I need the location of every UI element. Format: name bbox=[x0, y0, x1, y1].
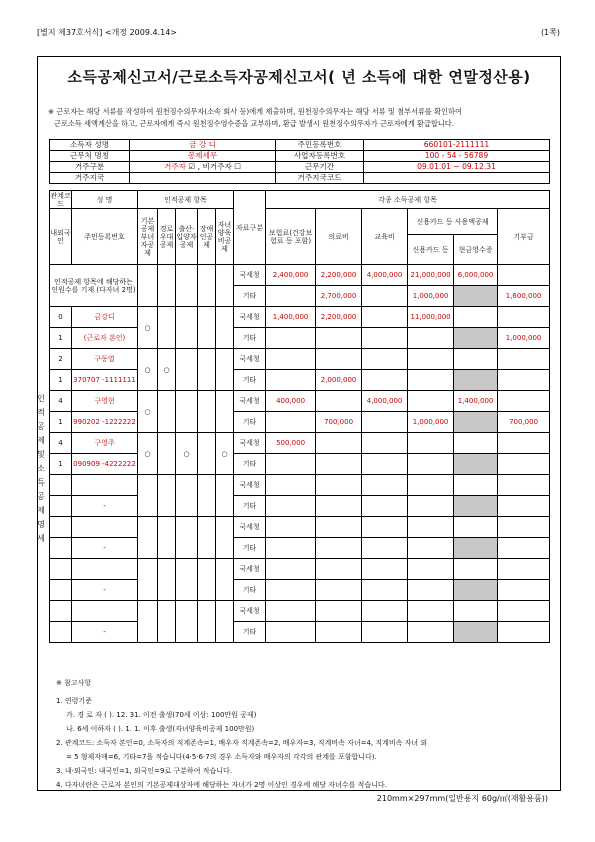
personal-mark[interactable] bbox=[216, 475, 234, 517]
amount-cell[interactable]: 11,000,000 bbox=[408, 307, 454, 328]
personal-mark[interactable] bbox=[158, 559, 176, 601]
personal-mark[interactable] bbox=[198, 307, 216, 349]
source-other: 기타 bbox=[234, 412, 266, 433]
personal-mark[interactable] bbox=[176, 601, 198, 643]
amount-cell[interactable]: 2,000,000 bbox=[316, 370, 362, 391]
amount-cell[interactable] bbox=[316, 433, 362, 454]
amount-cell[interactable] bbox=[454, 349, 498, 370]
amount-cell[interactable] bbox=[316, 517, 362, 538]
source-other: 기타 bbox=[234, 286, 266, 307]
amount-cell[interactable] bbox=[498, 496, 550, 517]
amount-cell[interactable] bbox=[408, 391, 454, 412]
amount-cell[interactable] bbox=[316, 328, 362, 349]
personal-mark[interactable] bbox=[138, 475, 158, 517]
source-other: 기타 bbox=[234, 454, 266, 475]
personal-mark[interactable]: ○ bbox=[216, 433, 234, 475]
taxpayer-info-table bbox=[49, 139, 550, 184]
notice-line: ※ 근로자는 해당 서류를 작성하여 원천징수의무자(소속 회사 등)에게 제출하며, 원천징수의무자는 해당 서류 및 첨부서류를 확인하여 bbox=[48, 107, 462, 116]
personal-mark[interactable] bbox=[176, 307, 198, 349]
foreign-code: 1 bbox=[50, 412, 72, 433]
amount-cell[interactable] bbox=[266, 622, 316, 643]
personal-mark[interactable] bbox=[176, 475, 198, 517]
amount-cell[interactable] bbox=[498, 307, 550, 328]
amount-cell[interactable] bbox=[408, 496, 454, 517]
form-title: 소득공제신고서/근로소득자공제신고서( 년 소득에 대한 연말정산용) bbox=[67, 68, 531, 86]
header-education: 교육비 bbox=[362, 209, 408, 265]
personal-mark[interactable] bbox=[138, 559, 158, 601]
header-personal-deduction: 인적공제 항목 bbox=[138, 191, 234, 209]
person-rrn: - bbox=[72, 622, 138, 643]
amount-cell[interactable] bbox=[362, 286, 408, 307]
header-card: 신용카드 등 사용액공제 bbox=[408, 209, 498, 235]
form-number: [별지 제37호서식] <개정 2009.4.14> bbox=[37, 28, 177, 37]
foreign-code bbox=[50, 580, 72, 601]
relation-code: 2 bbox=[50, 349, 72, 370]
amount-cell[interactable] bbox=[454, 517, 498, 538]
amount-cell[interactable]: 1,000,000 bbox=[498, 328, 550, 349]
amount-cell[interactable]: 1,000,000 bbox=[408, 412, 454, 433]
amount-cell[interactable] bbox=[408, 433, 454, 454]
source-other: 기타 bbox=[234, 496, 266, 517]
amount-cell[interactable] bbox=[454, 580, 498, 601]
country-code-label: 거주지국코드 bbox=[276, 173, 364, 184]
personal-mark[interactable] bbox=[176, 349, 198, 391]
person-name: 구영현 bbox=[72, 391, 138, 412]
amount-cell[interactable] bbox=[408, 538, 454, 559]
company-label: 근무처 명칭 bbox=[50, 151, 130, 162]
source-nts: 국세청 bbox=[234, 265, 266, 286]
personal-mark[interactable]: ○ bbox=[138, 307, 158, 349]
amount-cell[interactable] bbox=[498, 433, 550, 454]
personal-count bbox=[158, 265, 176, 307]
amount-cell[interactable] bbox=[362, 517, 408, 538]
amount-cell[interactable] bbox=[316, 601, 362, 622]
amount-cell[interactable] bbox=[408, 475, 454, 496]
foreign-code: 1 bbox=[50, 454, 72, 475]
header-donation: 기부금 bbox=[498, 209, 550, 265]
amount-cell[interactable] bbox=[266, 496, 316, 517]
source-other: 기타 bbox=[234, 538, 266, 559]
header-disabled: 장애인공제 bbox=[198, 209, 216, 265]
relation-code bbox=[50, 517, 72, 538]
amount-cell[interactable] bbox=[498, 349, 550, 370]
amount-cell[interactable] bbox=[454, 307, 498, 328]
header-birth: 출산·입양자공제 bbox=[176, 209, 198, 265]
source-nts: 국세청 bbox=[234, 601, 266, 622]
personal-mark[interactable] bbox=[138, 517, 158, 559]
header-rrn: 주민등록번호 bbox=[72, 209, 138, 265]
note-line: = 5 형제자매=6, 기타=7을 적습니다(4·5·6·7의 경우 소득자와 배우자의 각각의 관계를 포함합니다). bbox=[66, 753, 377, 761]
relation-code bbox=[50, 475, 72, 496]
personal-mark[interactable]: ○ bbox=[138, 349, 158, 391]
personal-mark[interactable] bbox=[216, 349, 234, 391]
amount-cell[interactable]: 1,000,000 bbox=[408, 286, 454, 307]
personal-mark[interactable] bbox=[138, 601, 158, 643]
relation-code: 4 bbox=[50, 433, 72, 454]
resident-checkbox[interactable]: ☑ bbox=[188, 162, 196, 171]
name-value: 금 강 디 bbox=[130, 140, 276, 151]
amount-cell[interactable] bbox=[316, 391, 362, 412]
personal-mark[interactable] bbox=[216, 559, 234, 601]
note-line: 2. 관계코드: 소득자 본인=0, 소득자의 직계존속=1, 배우자 직계존속=2, 배우자=3, 직계비속 자녀=4, 직계비속 자녀 외 bbox=[56, 739, 428, 747]
personal-mark[interactable] bbox=[158, 601, 176, 643]
amount-cell[interactable] bbox=[454, 433, 498, 454]
amount-cell[interactable] bbox=[266, 475, 316, 496]
amount-cell[interactable]: 2,700,000 bbox=[316, 286, 362, 307]
amount-cell[interactable] bbox=[316, 475, 362, 496]
notice-line: 근로소득 세액계산을 하고, 근로자에게 즉시 원천징수영수증을 교부하며, 환급 발생시 원천징수의무자가 근로자에게 환급합니다. bbox=[54, 119, 454, 128]
personal-mark[interactable] bbox=[198, 433, 216, 475]
side-label: 인적공제 및 소득공제 명세 bbox=[37, 394, 45, 543]
amount-cell[interactable] bbox=[408, 622, 454, 643]
amount-cell[interactable]: 1,400,000 bbox=[266, 307, 316, 328]
amount-cell[interactable] bbox=[454, 412, 498, 433]
person-name bbox=[72, 517, 138, 538]
company-value: 봉제세무 bbox=[130, 151, 276, 162]
amount-cell[interactable] bbox=[498, 559, 550, 580]
note-line: 1. 연령기준 bbox=[56, 697, 92, 705]
note-line: 3. 내·외국인: 내국인=1, 외국인=9로 구분하여 적습니다. bbox=[56, 767, 232, 775]
amount-cell[interactable] bbox=[266, 370, 316, 391]
source-nts: 국세청 bbox=[234, 475, 266, 496]
header-relation-code: 관계코드 bbox=[50, 191, 71, 208]
amount-cell[interactable]: 1,400,000 bbox=[454, 391, 498, 412]
residency-label: 거주구분 bbox=[50, 162, 130, 173]
personal-count bbox=[216, 265, 234, 307]
header-senior: 경로우대공제 bbox=[158, 209, 176, 265]
foreign-code: 1 bbox=[50, 370, 72, 391]
source-nts: 국세청 bbox=[234, 559, 266, 580]
header-insurance: 보험료(건강보험료 등 포함) bbox=[266, 209, 316, 265]
bizno-value: 100 - 54 - 56789 bbox=[364, 151, 550, 162]
source-nts: 국세청 bbox=[234, 517, 266, 538]
amount-cell[interactable] bbox=[362, 328, 408, 349]
header-name: 성 명 bbox=[72, 191, 138, 209]
amount-cell[interactable] bbox=[498, 475, 550, 496]
amount-cell[interactable] bbox=[454, 328, 498, 349]
personal-mark[interactable] bbox=[158, 391, 176, 433]
personal-mark[interactable] bbox=[198, 349, 216, 391]
personal-mark[interactable] bbox=[216, 601, 234, 643]
person-rrn: (근로자 본인) bbox=[72, 328, 138, 349]
header-child: 자녀양육비공제 bbox=[216, 209, 234, 265]
header-credit-card: 신용카드 등 bbox=[408, 235, 454, 265]
personal-mark[interactable]: ○ bbox=[138, 433, 158, 475]
amount-cell[interactable] bbox=[266, 454, 316, 475]
amount-cell[interactable]: 21,000,000 bbox=[408, 265, 454, 286]
amount-cell[interactable]: 2,200,000 bbox=[316, 307, 362, 328]
resident-option: 거주자 bbox=[163, 162, 186, 171]
deduction-table bbox=[49, 190, 550, 643]
amount-cell[interactable] bbox=[362, 559, 408, 580]
amount-cell[interactable] bbox=[408, 328, 454, 349]
relation-code bbox=[50, 601, 72, 622]
rrn-label: 주민등록번호 bbox=[276, 140, 364, 151]
amount-cell[interactable]: 6,000,000 bbox=[454, 265, 498, 286]
amount-cell[interactable] bbox=[498, 622, 550, 643]
country-code-value[interactable] bbox=[364, 173, 550, 184]
person-name bbox=[72, 601, 138, 622]
person-name: 구동열 bbox=[72, 349, 138, 370]
source-other: 기타 bbox=[234, 370, 266, 391]
relation-code: 4 bbox=[50, 391, 72, 412]
amount-cell[interactable] bbox=[498, 538, 550, 559]
personal-mark[interactable]: ○ bbox=[176, 433, 198, 475]
amount-cell[interactable] bbox=[266, 412, 316, 433]
amount-cell[interactable] bbox=[362, 370, 408, 391]
header-income-deduction: 각종 소득공제 항목 bbox=[266, 191, 550, 209]
amount-cell[interactable] bbox=[498, 391, 550, 412]
amount-cell[interactable] bbox=[316, 496, 362, 517]
relation-code: 0 bbox=[50, 307, 72, 328]
personal-mark[interactable] bbox=[216, 391, 234, 433]
personal-mark[interactable] bbox=[198, 475, 216, 517]
personal-mark[interactable] bbox=[198, 559, 216, 601]
amount-cell[interactable] bbox=[362, 454, 408, 475]
amount-cell[interactable] bbox=[362, 349, 408, 370]
rrn-value: 660101-2111111 bbox=[364, 140, 550, 151]
personal-mark[interactable] bbox=[176, 391, 198, 433]
header-data-source: 자료구분 bbox=[234, 191, 266, 265]
amount-cell[interactable] bbox=[362, 433, 408, 454]
amount-cell[interactable] bbox=[266, 538, 316, 559]
person-name: 금강디 bbox=[72, 307, 138, 328]
country-label: 거주지국 bbox=[50, 173, 130, 184]
person-rrn: - bbox=[72, 538, 138, 559]
person-name bbox=[72, 475, 138, 496]
amount-cell[interactable] bbox=[362, 580, 408, 601]
person-rrn: 990202 -1222222 bbox=[72, 412, 138, 433]
amount-cell[interactable] bbox=[362, 475, 408, 496]
personal-mark[interactable] bbox=[158, 433, 176, 475]
amount-cell[interactable] bbox=[454, 622, 498, 643]
amount-cell[interactable] bbox=[266, 559, 316, 580]
amount-cell[interactable] bbox=[266, 328, 316, 349]
nonresident-checkbox[interactable]: ☐ bbox=[234, 162, 242, 171]
amount-cell[interactable] bbox=[266, 580, 316, 601]
amount-cell[interactable] bbox=[316, 559, 362, 580]
amount-cell[interactable] bbox=[454, 496, 498, 517]
reference-notes bbox=[56, 676, 546, 792]
amount-cell[interactable] bbox=[498, 517, 550, 538]
amount-cell[interactable] bbox=[408, 454, 454, 475]
person-rrn: 370707 -1111111 bbox=[72, 370, 138, 391]
foreign-code bbox=[50, 622, 72, 643]
amount-cell[interactable] bbox=[266, 517, 316, 538]
notice bbox=[48, 106, 554, 130]
person-rrn: - bbox=[72, 496, 138, 517]
personal-mark[interactable]: ○ bbox=[138, 391, 158, 433]
paper-spec: 210mm×297mm(일반용지 60g/㎡(재활용품)) bbox=[376, 794, 548, 803]
amount-cell[interactable] bbox=[408, 559, 454, 580]
note-line: 가. 경 로 자 ( ). 12. 31. 이전 출생(70세 이상: 100만원 공제) bbox=[66, 711, 257, 719]
person-name bbox=[72, 559, 138, 580]
amount-cell[interactable] bbox=[316, 622, 362, 643]
source-nts: 국세청 bbox=[234, 433, 266, 454]
foreign-code bbox=[50, 538, 72, 559]
source-other: 기타 bbox=[234, 328, 266, 349]
amount-cell[interactable]: 500,000 bbox=[266, 433, 316, 454]
nonresident-option: , 비거주자 bbox=[197, 162, 232, 171]
amount-cell[interactable] bbox=[362, 496, 408, 517]
amount-cell[interactable] bbox=[266, 349, 316, 370]
source-nts: 국세청 bbox=[234, 349, 266, 370]
personal-count bbox=[176, 265, 198, 307]
amount-cell[interactable]: 2,400,000 bbox=[266, 265, 316, 286]
header-basic-woman bbox=[138, 209, 158, 265]
source-other: 기타 bbox=[234, 622, 266, 643]
amount-cell[interactable]: 700,000 bbox=[316, 412, 362, 433]
header-medical: 의료비 bbox=[316, 209, 362, 265]
amount-cell[interactable] bbox=[362, 538, 408, 559]
amount-cell[interactable] bbox=[454, 286, 498, 307]
amount-cell[interactable] bbox=[454, 454, 498, 475]
note-line: 4. 다자녀란은 근로자 본인의 기본공제대상자에 해당하는 자녀가 2명 이상인 경우에 해당 자녀수를 적습니다. bbox=[56, 781, 387, 789]
residency-options bbox=[130, 162, 276, 173]
personal-mark[interactable] bbox=[198, 391, 216, 433]
personal-count bbox=[138, 265, 158, 307]
amount-cell[interactable] bbox=[498, 370, 550, 391]
name-label: 소득자 성명 bbox=[50, 140, 130, 151]
amount-cell[interactable] bbox=[266, 601, 316, 622]
amount-cell[interactable]: 2,200,000 bbox=[316, 265, 362, 286]
header-foreign: 내외국인 bbox=[50, 209, 72, 265]
amount-cell[interactable] bbox=[408, 580, 454, 601]
personal-mark[interactable] bbox=[158, 307, 176, 349]
amount-cell[interactable]: 4,000,000 bbox=[362, 391, 408, 412]
amount-cell[interactable] bbox=[362, 601, 408, 622]
relation-code bbox=[50, 559, 72, 580]
personal-count bbox=[198, 265, 216, 307]
page-number: (1쪽) bbox=[540, 28, 560, 37]
amount-cell[interactable] bbox=[454, 559, 498, 580]
header-cash-receipt: 현금영수증 bbox=[454, 235, 498, 265]
personal-mark[interactable] bbox=[176, 559, 198, 601]
amount-cell[interactable] bbox=[408, 349, 454, 370]
source-nts: 국세청 bbox=[234, 391, 266, 412]
personal-mark[interactable] bbox=[198, 517, 216, 559]
period-value: 09.01.01 ~ 09.12.31 bbox=[364, 162, 550, 173]
amount-cell[interactable] bbox=[362, 412, 408, 433]
person-rrn: 090909 -4222222 bbox=[72, 454, 138, 475]
amount-cell[interactable] bbox=[408, 517, 454, 538]
amount-cell[interactable]: 700,000 bbox=[498, 412, 550, 433]
personal-mark[interactable] bbox=[176, 517, 198, 559]
amount-cell[interactable] bbox=[362, 622, 408, 643]
bizno-label: 사업자등록번호 bbox=[276, 151, 364, 162]
amount-cell[interactable] bbox=[266, 286, 316, 307]
foreign-code: 1 bbox=[50, 328, 72, 349]
country-value[interactable] bbox=[130, 173, 276, 184]
amount-cell[interactable] bbox=[498, 601, 550, 622]
amount-cell[interactable]: 4,000,000 bbox=[362, 265, 408, 286]
person-rrn: - bbox=[72, 580, 138, 601]
personal-mark[interactable] bbox=[158, 517, 176, 559]
note-line: 나. 6세 이하자 ( ). 1. 1. 이후 출생(자녀양육비공제 100만원) bbox=[66, 725, 255, 733]
summary-label: 인적공제 항목에 해당하는 인원수를 기재 (다자녀 2명) bbox=[50, 265, 138, 307]
personal-mark[interactable] bbox=[198, 601, 216, 643]
person-name: 구영주 bbox=[72, 433, 138, 454]
amount-cell[interactable] bbox=[454, 370, 498, 391]
amount-cell[interactable]: 400,000 bbox=[266, 391, 316, 412]
amount-cell[interactable] bbox=[498, 454, 550, 475]
foreign-code bbox=[50, 496, 72, 517]
personal-mark[interactable] bbox=[216, 307, 234, 349]
amount-cell[interactable] bbox=[316, 454, 362, 475]
amount-cell[interactable] bbox=[316, 538, 362, 559]
amount-cell[interactable] bbox=[498, 580, 550, 601]
amount-cell[interactable] bbox=[316, 580, 362, 601]
personal-mark[interactable]: ○ bbox=[158, 349, 176, 391]
amount-cell[interactable]: 1,600,000 bbox=[498, 286, 550, 307]
amount-cell[interactable] bbox=[362, 307, 408, 328]
header-woman: 부녀자공제 bbox=[140, 232, 155, 257]
header-basic: 기본공제 bbox=[140, 216, 155, 233]
amount-cell[interactable] bbox=[454, 601, 498, 622]
personal-mark[interactable] bbox=[216, 517, 234, 559]
note-line: ※ 참고사항 bbox=[56, 679, 92, 687]
personal-mark[interactable] bbox=[158, 475, 176, 517]
amount-cell[interactable] bbox=[454, 475, 498, 496]
amount-cell[interactable] bbox=[454, 538, 498, 559]
source-nts: 국세청 bbox=[234, 307, 266, 328]
amount-cell[interactable] bbox=[316, 349, 362, 370]
amount-cell[interactable] bbox=[498, 265, 550, 286]
amount-cell[interactable] bbox=[408, 601, 454, 622]
period-label: 근무기간 bbox=[276, 162, 364, 173]
source-other: 기타 bbox=[234, 580, 266, 601]
amount-cell[interactable] bbox=[408, 370, 454, 391]
